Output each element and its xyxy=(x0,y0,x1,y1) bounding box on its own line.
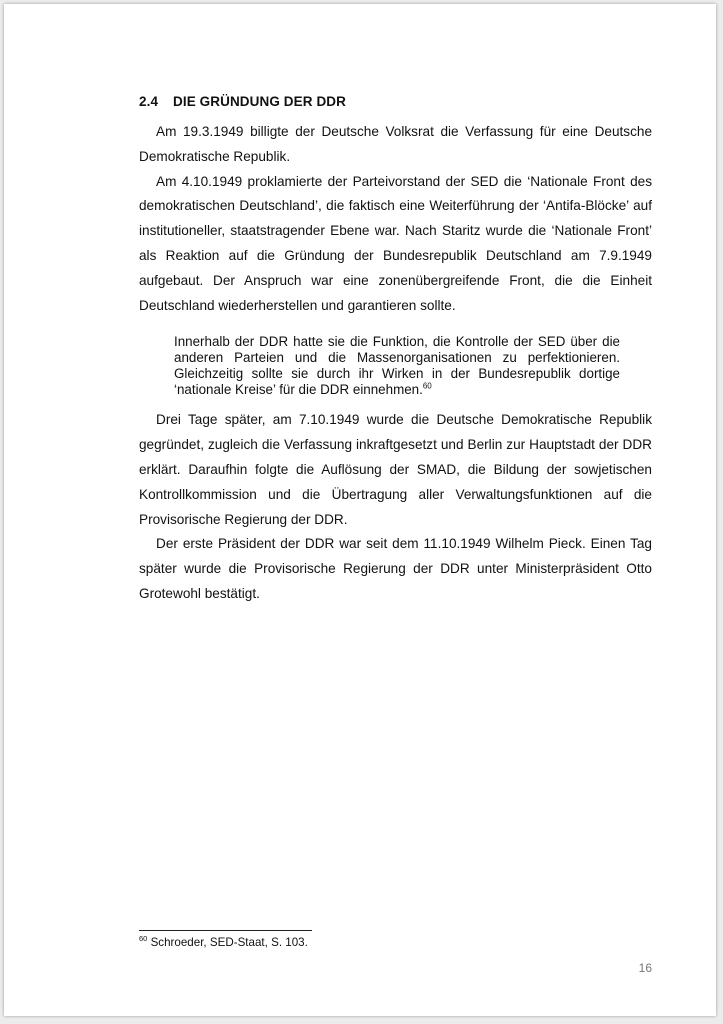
document-page xyxy=(4,4,716,1016)
footnote-separator xyxy=(139,930,312,931)
section-title: DIE GRÜNDUNG DER DDR xyxy=(173,94,347,109)
quote-text: Innerhalb der DDR hatte sie die Funktion, die Kontrolle der SED über die anderen Parteien und die Massenorganisationen zu perfektionieren. Gleichzeitig sollte sie durch ihr Wirken in der Bundesrepublik dortige ‘nationale Kreise’ für die DDR einnehmen. xyxy=(174,334,620,398)
block-quote xyxy=(174,334,620,398)
section-heading xyxy=(139,92,652,112)
page-number: 16 xyxy=(638,961,652,975)
footnote-number: 60 xyxy=(139,934,148,944)
footnote-text: Schroeder, SED-Staat, S. 103. xyxy=(150,936,308,949)
paragraph-3: Drei Tage später, am 7.10.1949 wurde die Deutsche Demokratische Republik gegründet, zugleich die Verfassung inkraftgesetzt und Berlin zur Hauptstadt der DDR erklärt. Daraufhin folgte die Auflösung der SMAD, die Bildung der sowjetischen Kontrollkommission und die Übertragung aller Verwaltungsfunktionen auf die Provisorische Regierung der DDR. xyxy=(139,412,652,527)
paragraph-2: Am 4.10.1949 proklamierte der Parteivorstand der SED die ‘Nationale Front des demokratischen Deutschland’, die faktisch eine Weiterführung der ‘Antifa-Blöcke’ auf institutioneller, staatstragender Ebene war. Nach Staritz wurde die ‘Nationale Front’ als Reaktion auf die Gründung der Bundesrepublik Deutschland am 7.9.1949 aufgebaut. Der Anspruch war eine zonenübergreifende Front, die die Einheit Deutschland wiederherstellen und garantieren sollte. xyxy=(139,173,652,313)
section-number: 2.4 xyxy=(139,94,159,109)
footnote xyxy=(139,936,308,950)
paragraph-4: Der erste Präsident der DDR war seit dem 11.10.1949 Wilhelm Pieck. Einen Tag später wurde die Provisorische Regierung der DDR unter Ministerpräsident Otto Grotewohl bestätigt. xyxy=(139,536,652,601)
paragraph-1: Am 19.3.1949 billigte der Deutsche Volksrat die Verfassung für eine Deutsche Demokratische Republik. xyxy=(139,124,652,164)
page-content xyxy=(139,92,652,607)
quote-footnote-ref[interactable]: 60 xyxy=(422,381,432,391)
